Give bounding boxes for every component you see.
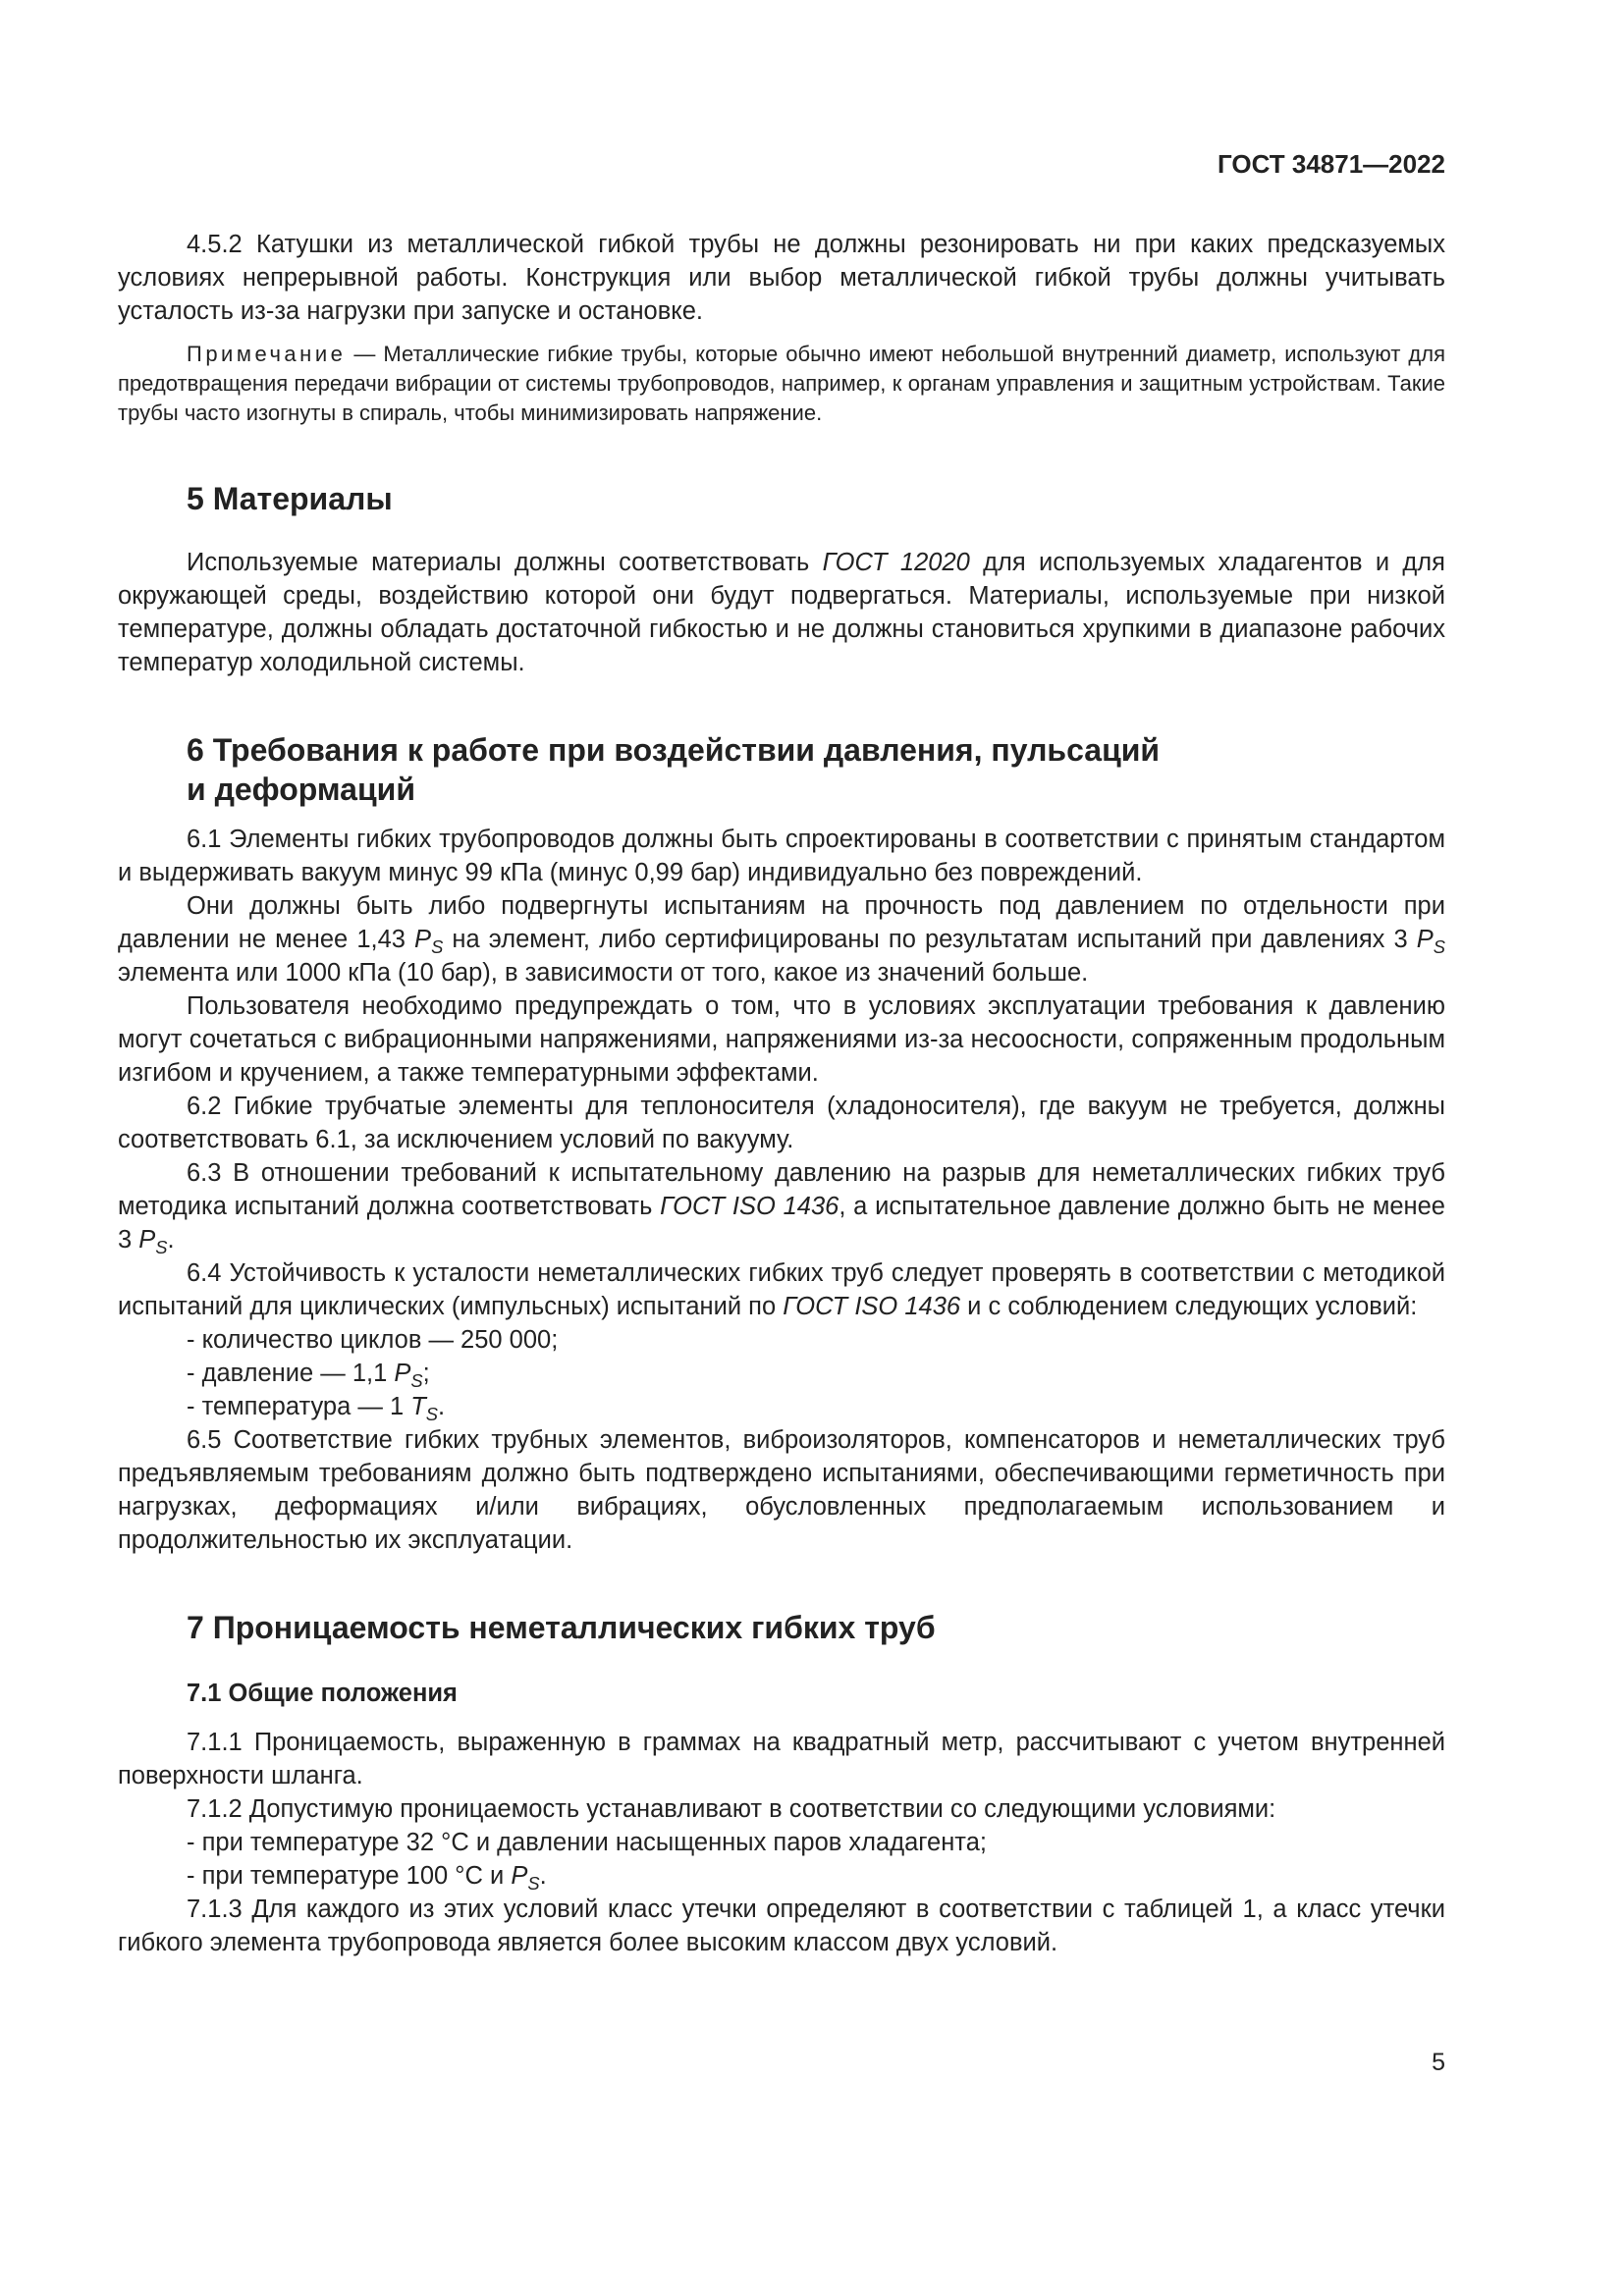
subsection-7-1-title: 7.1 Общие положения — [187, 1680, 458, 1707]
text-run: 6.3 В отношении требований к испытательному давлению на разрыв для неметаллических гибких труб методика испытаний должна соответствовать — [118, 1159, 1445, 1220]
paragraph-6-2: 6.2 Гибкие трубчатые элементы для теплоносителя (хладоносителя), где вакуум не требуется, должны соответствовать 6.1, за исключением условий по вакууму. — [118, 1093, 1445, 1153]
note-text: — Металлические гибкие трубы, которые обычно имеют небольшой внутренний диаметр, используют для предотвращения передачи вибрации от системы трубопроводов, например, к органам управления и защитным устройствам. Такие трубы часто изогнуты в спираль, чтобы минимизировать напряжение. — [118, 342, 1445, 425]
paragraph-4-5-2: 4.5.2 Катушки из металлической гибкой трубы не должны резонировать ни при каких предсказуемых условиях непрерывной работы. Конструкция или выбор металлической гибкой трубы должны учитывать усталость из-за нагрузки при запуске и остановке. — [118, 231, 1445, 325]
section-5-paragraph — [118, 546, 1445, 679]
text-run: 6.4 Устойчивость к усталости неметаллических гибких труб следует проверять в соответствии с методикой испытаний для циклических (импульсных) испытаний по — [118, 1259, 1445, 1320]
text-run: , а испытательное давление должно быть не менее 3 — [118, 1193, 1445, 1254]
section-7-title: 7 Проницаемость неметаллических гибких труб — [187, 1610, 936, 1645]
list-item-cycles: - количество циклов — 250 000; — [187, 1326, 559, 1354]
section-6-title — [187, 730, 1445, 809]
subscript-s: S — [155, 1237, 168, 1257]
text-run: . — [539, 1862, 547, 1890]
document-body — [118, 228, 1445, 1959]
section-5-title: 5 Материалы — [187, 481, 393, 516]
section-6-title-line-2: и деформаций — [187, 772, 415, 807]
page-number: 5 — [1432, 2049, 1445, 2076]
reference-gost-iso-1436: ГОСТ ISO 1436 — [660, 1193, 839, 1220]
section-6-title-line-1: 6 Требования к работе при воздействии давления, пульсаций — [187, 732, 1161, 768]
symbol-p: P — [414, 926, 432, 953]
subscript-s: S — [431, 936, 444, 957]
text-run: - при температуре 100 °С и — [187, 1862, 512, 1890]
paragraph-6-1-strength — [118, 889, 1445, 989]
reference-gost-12020: ГОСТ 12020 — [822, 549, 970, 576]
subscript-s: S — [410, 1370, 423, 1391]
text-run: элемента или 1000 кПа (10 бар), в зависимости от того, какое из значений больше. — [118, 959, 1089, 987]
list-item-32c: - при температуре 32 °С и давлении насыщенных паров хладагента; — [187, 1829, 987, 1856]
document-code: ГОСТ 34871—2022 — [1218, 149, 1445, 179]
text-run: - температура — 1 — [187, 1393, 411, 1420]
text-run: . — [167, 1226, 175, 1254]
paragraph-6-1-warning: Пользователя необходимо предупреждать о том, что в условиях эксплуатации требования к давлению могут сочетаться с вибрационными напряжениями, напряжениями из-за несоосности, сопряженным продольным изгибом и кручением, а также температурными эффектами. — [118, 992, 1445, 1087]
text-run: . — [438, 1393, 446, 1420]
symbol-p: P — [394, 1360, 411, 1387]
text-run: Они должны быть либо подвергнуты испытаниям на прочность под давлением по отдельности при давлении не менее 1,43 — [118, 892, 1445, 953]
paragraph-7-1-1: 7.1.1 Проницаемость, выраженную в граммах на квадратный метр, рассчитывают с учетом внутренней поверхности шланга. — [118, 1729, 1445, 1789]
subscript-s: S — [527, 1873, 540, 1894]
paragraph-6-5: 6.5 Соответствие гибких трубных элементов, виброизоляторов, компенсаторов и неметаллических труб предъявляемым требованиям должно быть подтверждено испытаниями, обеспечивающими герметичность при нагрузках, деформациях и/или вибрациях, обусловленных предполагаемым использованием и продолжительностью их эксплуатации. — [118, 1426, 1445, 1554]
note-label: Примечание — [187, 342, 347, 366]
subscript-s: S — [1433, 936, 1446, 957]
text-run: и с соблюдением следующих условий: — [960, 1293, 1418, 1320]
subscript-s: S — [425, 1404, 439, 1424]
paragraph-6-4 — [118, 1256, 1445, 1323]
text-run: Используемые материалы должны соответствовать — [187, 549, 823, 576]
paragraph-7-1-2: 7.1.2 Допустимую проницаемость устанавливают в соответствии со следующими условиями: — [187, 1795, 1276, 1823]
paragraph-6-3 — [118, 1156, 1445, 1256]
note — [118, 340, 1445, 428]
symbol-p: P — [138, 1226, 156, 1254]
text-run: ; — [422, 1360, 430, 1387]
symbol-p: P — [1416, 926, 1434, 953]
symbol-p: P — [511, 1862, 528, 1890]
reference-gost-iso-1436: ГОСТ ISO 1436 — [783, 1293, 961, 1320]
list-item-100c — [118, 1859, 1445, 1893]
paragraph-6-1: 6.1 Элементы гибких трубопроводов должны быть спроектированы в соответствии с принятым стандартом и выдерживать вакуум минус 99 кПа (минус 0,99 бар) индивидуально без повреждений. — [118, 826, 1445, 886]
symbol-t: T — [410, 1393, 426, 1420]
text-run: для используемых хладагентов и для окружающей среды, воздействию которой они будут подвергаться. Материалы, используемые при низкой температуре, должны обладать достаточной гибкостью и не должны становиться хрупкими в диапазоне рабочих температур холодильной системы. — [118, 549, 1445, 676]
paragraph-7-1-3: 7.1.3 Для каждого из этих условий класс утечки определяют в соответствии с таблицей 1, а класс утечки гибкого элемента трубопровода является более высоким классом двух условий. — [118, 1896, 1445, 1956]
list-item-temperature — [118, 1390, 1445, 1423]
text-run: на элемент, либо сертифицированы по результатам испытаний при давлениях 3 — [443, 926, 1417, 953]
text-run: - давление — 1,1 — [187, 1360, 395, 1387]
list-item-pressure — [118, 1357, 1445, 1390]
